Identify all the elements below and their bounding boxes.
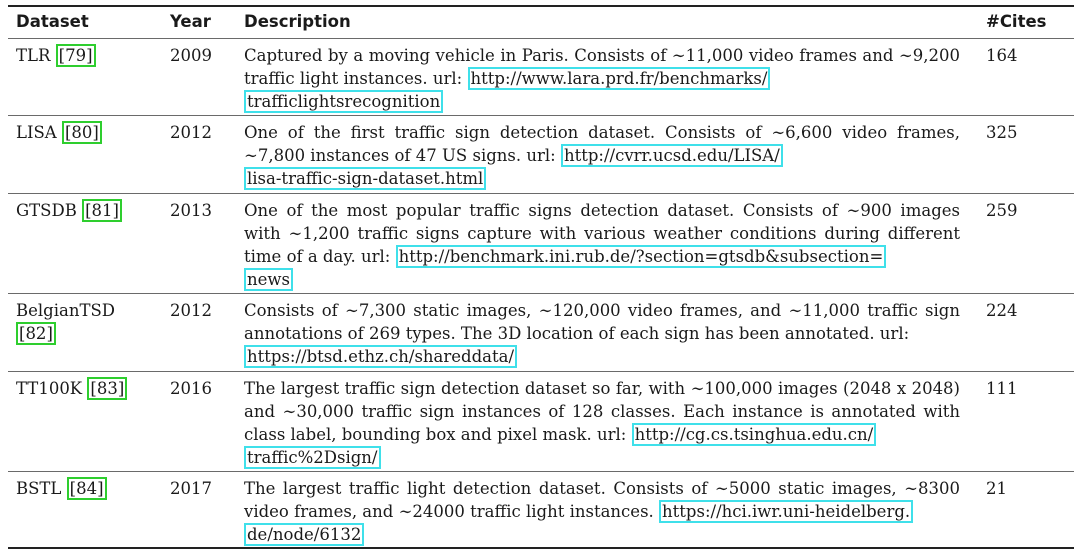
citation-number: 82	[25, 324, 47, 343]
dataset-name-cell	[16, 121, 102, 144]
dataset-url-link[interactable]: http://cvrr.ucsd.edu/LISA/ lisa-traffic-sign-dataset.html	[244, 144, 783, 190]
citation-number: 84	[76, 479, 98, 498]
description-text: The largest traffic sign detection dataset so far, with ∼100,000 images (2048 x 2048) and ∼30,000 traffic sign instances of 128 classes. Each instance is annotated with class label, bounding box and pixel mask. url:	[244, 379, 960, 444]
description-cell	[244, 477, 960, 546]
header-description: Description	[244, 12, 351, 31]
dataset-name-cell	[16, 44, 96, 67]
citation-link[interactable]: [79]	[56, 44, 96, 67]
description-cell	[244, 377, 960, 469]
year-cell: 2016	[170, 379, 212, 398]
description-cell	[244, 44, 960, 113]
header-year: Year	[170, 12, 211, 31]
citation-link[interactable]: [81]	[82, 199, 122, 222]
citation-number: 81	[91, 201, 113, 220]
cites-cell: 111	[986, 379, 1018, 398]
row-rule	[8, 115, 1074, 116]
dataset-name-cell	[16, 477, 107, 500]
citation-number: 83	[96, 379, 118, 398]
dataset-name: LISA	[16, 123, 57, 142]
dataset-name: TT100K	[16, 379, 83, 398]
dataset-url-link[interactable]: https://btsd.ethz.ch/shareddata/	[244, 345, 517, 368]
row-rule	[8, 471, 1074, 472]
cites-cell: 164	[986, 46, 1018, 65]
description-text: One of the most popular traffic signs detection dataset. Consists of ∼900 images with ∼1,200 traffic signs capture with various weather conditions during different time of a day. url:	[244, 201, 960, 266]
cites-cell: 325	[986, 123, 1018, 142]
citation-link[interactable]: [80]	[62, 121, 102, 144]
description-text: One of the first traffic sign detection dataset. Consists of ∼6,600 video frames, ∼7,800 instances of 47 US signs. url:	[244, 123, 960, 165]
year-cell: 2012	[170, 123, 212, 142]
header-rule	[8, 38, 1074, 39]
cites-cell: 21	[986, 479, 1007, 498]
row-rule	[8, 293, 1074, 294]
citation-link[interactable]: [84]	[67, 477, 107, 500]
year-cell: 2009	[170, 46, 212, 65]
year-cell: 2013	[170, 201, 212, 220]
row-rule	[8, 371, 1074, 372]
description-text: Captured by a moving vehicle in Paris. Consists of ∼11,000 video frames and ∼9,200 traffic light instances. url:	[244, 46, 960, 88]
citation-number: 79	[65, 46, 87, 65]
cites-cell: 259	[986, 201, 1018, 220]
dataset-name: BelgianTSD	[16, 301, 116, 320]
citation-number: 80	[71, 123, 93, 142]
dataset-url-link[interactable]: http://www.lara.prd.fr/benchmarks/ trafficlightsrecognition	[244, 67, 770, 113]
dataset-url-link[interactable]: http://benchmark.ini.rub.de/?section=gtsdb&subsection= news	[244, 245, 886, 291]
description-text: Consists of ∼7,300 static images, ∼120,000 video frames, and ∼11,000 traffic sign annotations of 269 types. The 3D location of each sign has been annotated. url:	[244, 301, 960, 343]
year-cell: 2017	[170, 479, 212, 498]
cites-cell: 224	[986, 301, 1018, 320]
dataset-url-link[interactable]: https://hci.iwr.uni-heidelberg. de/node/6132	[244, 500, 913, 546]
dataset-name: TLR	[16, 46, 51, 65]
dataset-name: GTSDB	[16, 201, 77, 220]
dataset-name: BSTL	[16, 479, 62, 498]
description-text: The largest traffic light detection dataset. Consists of ∼5000 static images, ∼8300 video frames, and ∼24000 traffic light instances.	[244, 479, 960, 521]
dataset-url-link[interactable]: http://cg.cs.tsinghua.edu.cn/ traffic%2Dsign/	[244, 423, 876, 469]
year-cell: 2012	[170, 301, 212, 320]
description-cell	[244, 299, 960, 368]
citation-link[interactable]: [82]	[16, 322, 56, 345]
description-cell	[244, 199, 960, 291]
dataset-name-cell	[16, 377, 127, 400]
citation-link[interactable]: [83]	[87, 377, 127, 400]
header-cites: #Cites	[986, 12, 1047, 31]
dataset-name-cell	[16, 299, 115, 345]
top-rule	[8, 5, 1074, 7]
bottom-rule	[8, 547, 1074, 549]
dataset-name-cell	[16, 199, 122, 222]
description-cell	[244, 121, 960, 190]
row-rule	[8, 193, 1074, 194]
header-dataset: Dataset	[16, 12, 89, 31]
